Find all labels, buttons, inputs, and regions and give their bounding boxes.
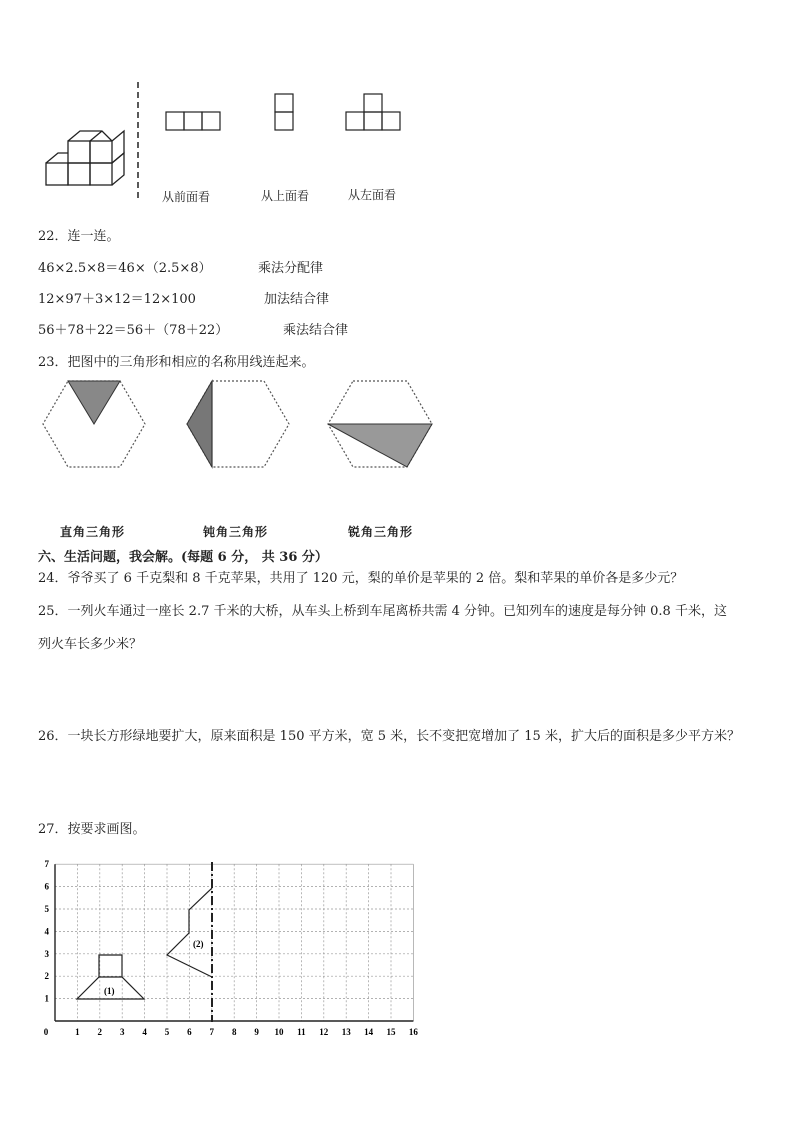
x-tick-label: 14	[364, 1027, 374, 1037]
law-1: 乘法分配律	[258, 261, 324, 276]
shape-2-label: (2)	[193, 939, 204, 949]
x-tick-label: 1	[75, 1027, 80, 1037]
y-tick-label: 4	[44, 926, 49, 937]
name-right-triangle: 直角三角形	[60, 525, 126, 539]
question-23-title: 23．把图中的三角形和相应的名称用线连起来。	[38, 355, 315, 370]
caption-top-view: 从上面看	[261, 189, 310, 203]
question-26: 26．一块长方形绿地要扩大，原来面积是 150 平方米，宽 5 米，长不变把宽增加了 15 米，扩大后的面积是多少平方米？	[38, 729, 740, 744]
x-tick-label: 0	[43, 1027, 49, 1037]
x-tick-label: 4	[142, 1027, 147, 1037]
question-27-title: 27．按要求画图。	[38, 822, 146, 837]
question-25-line-2: 列火车长多少米？	[38, 637, 143, 652]
section-6-title: 六、生活问题，我会解。(每题 6 分， 共 36 分）	[38, 550, 328, 565]
law-3: 乘法结合律	[283, 323, 349, 338]
x-tick-label: 7	[209, 1027, 215, 1037]
y-tick-label: 2	[44, 971, 49, 982]
caption-left-view: 从左面看	[348, 188, 397, 202]
x-tick-label: 8	[231, 1027, 237, 1037]
y-tick-label: 1	[44, 993, 49, 1004]
x-tick-label: 10	[274, 1027, 284, 1037]
x-tick-label: 3	[119, 1027, 125, 1037]
equation-2: 12×97＋3×12＝12×100	[38, 292, 196, 307]
y-tick-label: 7	[44, 859, 49, 870]
question-25-line-1: 25．一列火车通过一座长 2.7 千米的大桥，从车头上桥到车尾离桥共需 4 分钟。已知列车的速度是每分钟 0.8 千米，这	[38, 604, 727, 619]
x-tick-label: 16	[408, 1027, 418, 1037]
x-tick-label: 15	[386, 1027, 396, 1037]
equation-3: 56＋78＋22＝56＋（78＋22）	[38, 323, 229, 338]
x-tick-label: 13	[341, 1027, 351, 1037]
caption-front-view: 从前面看	[162, 190, 211, 204]
x-tick-label: 11	[297, 1027, 306, 1037]
question-24: 24．爷爷买了 6 千克梨和 8 千克苹果，共用了 120 元，梨的单价是苹果的 2 倍。梨和苹果的单价各是多少元？	[38, 571, 684, 586]
y-tick-label: 5	[44, 904, 49, 914]
x-tick-label: 9	[254, 1027, 259, 1037]
equation-1: 46×2.5×8＝46×（2.5×8）	[38, 261, 212, 276]
x-tick-label: 5	[164, 1027, 170, 1037]
name-acute-triangle: 锐角三角形	[348, 525, 414, 539]
question-22-title: 22．连一连。	[38, 229, 120, 244]
name-obtuse-triangle: 钝角三角形	[203, 525, 269, 539]
law-2: 加法结合律	[264, 292, 330, 307]
x-tick-label: 6	[187, 1027, 192, 1037]
x-tick-label: 12	[319, 1027, 329, 1037]
y-tick-label: 3	[44, 948, 49, 959]
shape-1-label: (1)	[104, 986, 115, 996]
shape-1-top	[99, 955, 122, 977]
y-tick-label: 6	[44, 881, 49, 892]
x-tick-label: 2	[97, 1027, 103, 1037]
